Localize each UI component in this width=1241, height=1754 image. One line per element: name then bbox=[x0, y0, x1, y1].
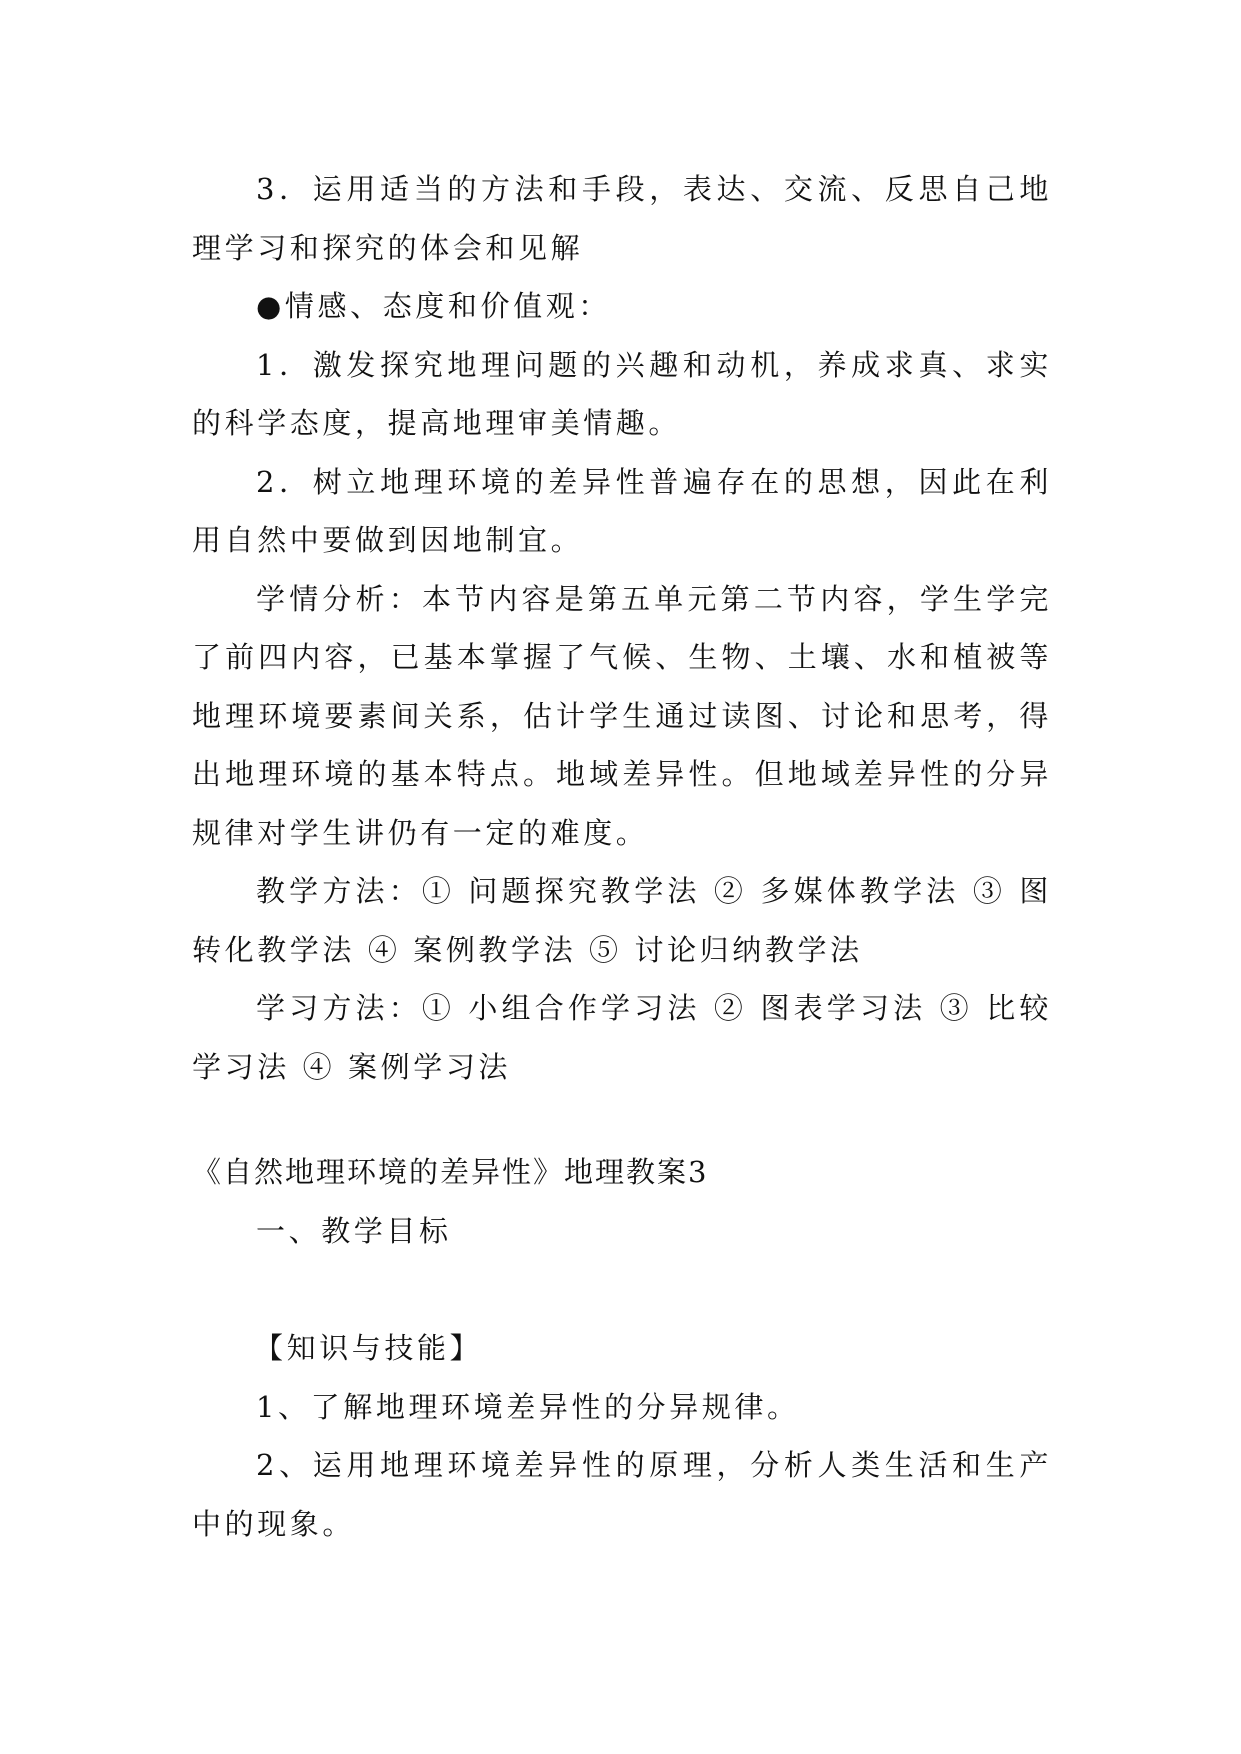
paragraph-teaching-methods: 教学方法：① 问题探究教学法 ② 多媒体教学法 ③ 图转化教学法 ④ 案例教学法 ⑤ 讨论归纳教学法 bbox=[192, 874, 1052, 967]
knowledge-skills-subheading: 【知识与技能】 bbox=[254, 1331, 483, 1365]
list-item: 2、运用地理环境差异性的原理，分析人类生活和生产中的现象。 bbox=[192, 1448, 1052, 1541]
spacer bbox=[192, 1260, 1052, 1319]
paragraph-emotion-1: 1．激发探究地理问题的兴趣和动机，养成求真、求实的科学态度，提高地理审美情趣。 bbox=[192, 347, 1052, 440]
paragraph-learner-analysis: 学情分析：本节内容是第五单元第二节内容，学生学完了前四内容，已基本掌握了气候、生物、土壤、水和植被等地理环境要素间关系，估计学生通过读图、讨论和思考，得出地理环境的基本特点。地域差异性。但地域差异性的分异规律对学生讲仍有一定的难度。 bbox=[192, 581, 1052, 850]
paragraph-learning-methods: 学习方法：① 小组合作学习法 ② 图表学习法 ③ 比较学习法 ④ 案例学习法 bbox=[192, 991, 1052, 1084]
section-heading: 一、教学目标 bbox=[256, 1213, 452, 1248]
paragraph-emotion-2: 2．树立地理环境的差异性普遍存在的思想，因此在利用自然中要做到因地制宜。 bbox=[192, 464, 1052, 557]
document-body bbox=[192, 160, 1052, 1553]
paragraph-skill-3: 3．运用适当的方法和手段，表达、交流、反思自己地理学习和探究的体会和见解 bbox=[192, 172, 1052, 265]
lesson-plan-title: 《自然地理环境的差异性》地理教案3 bbox=[192, 1155, 709, 1189]
paragraph-emotion-heading: ●情感、态度和价值观： bbox=[256, 289, 611, 323]
spacer bbox=[192, 1096, 1052, 1143]
list-item: 1、了解地理环境差异性的分异规律。 bbox=[256, 1389, 800, 1424]
